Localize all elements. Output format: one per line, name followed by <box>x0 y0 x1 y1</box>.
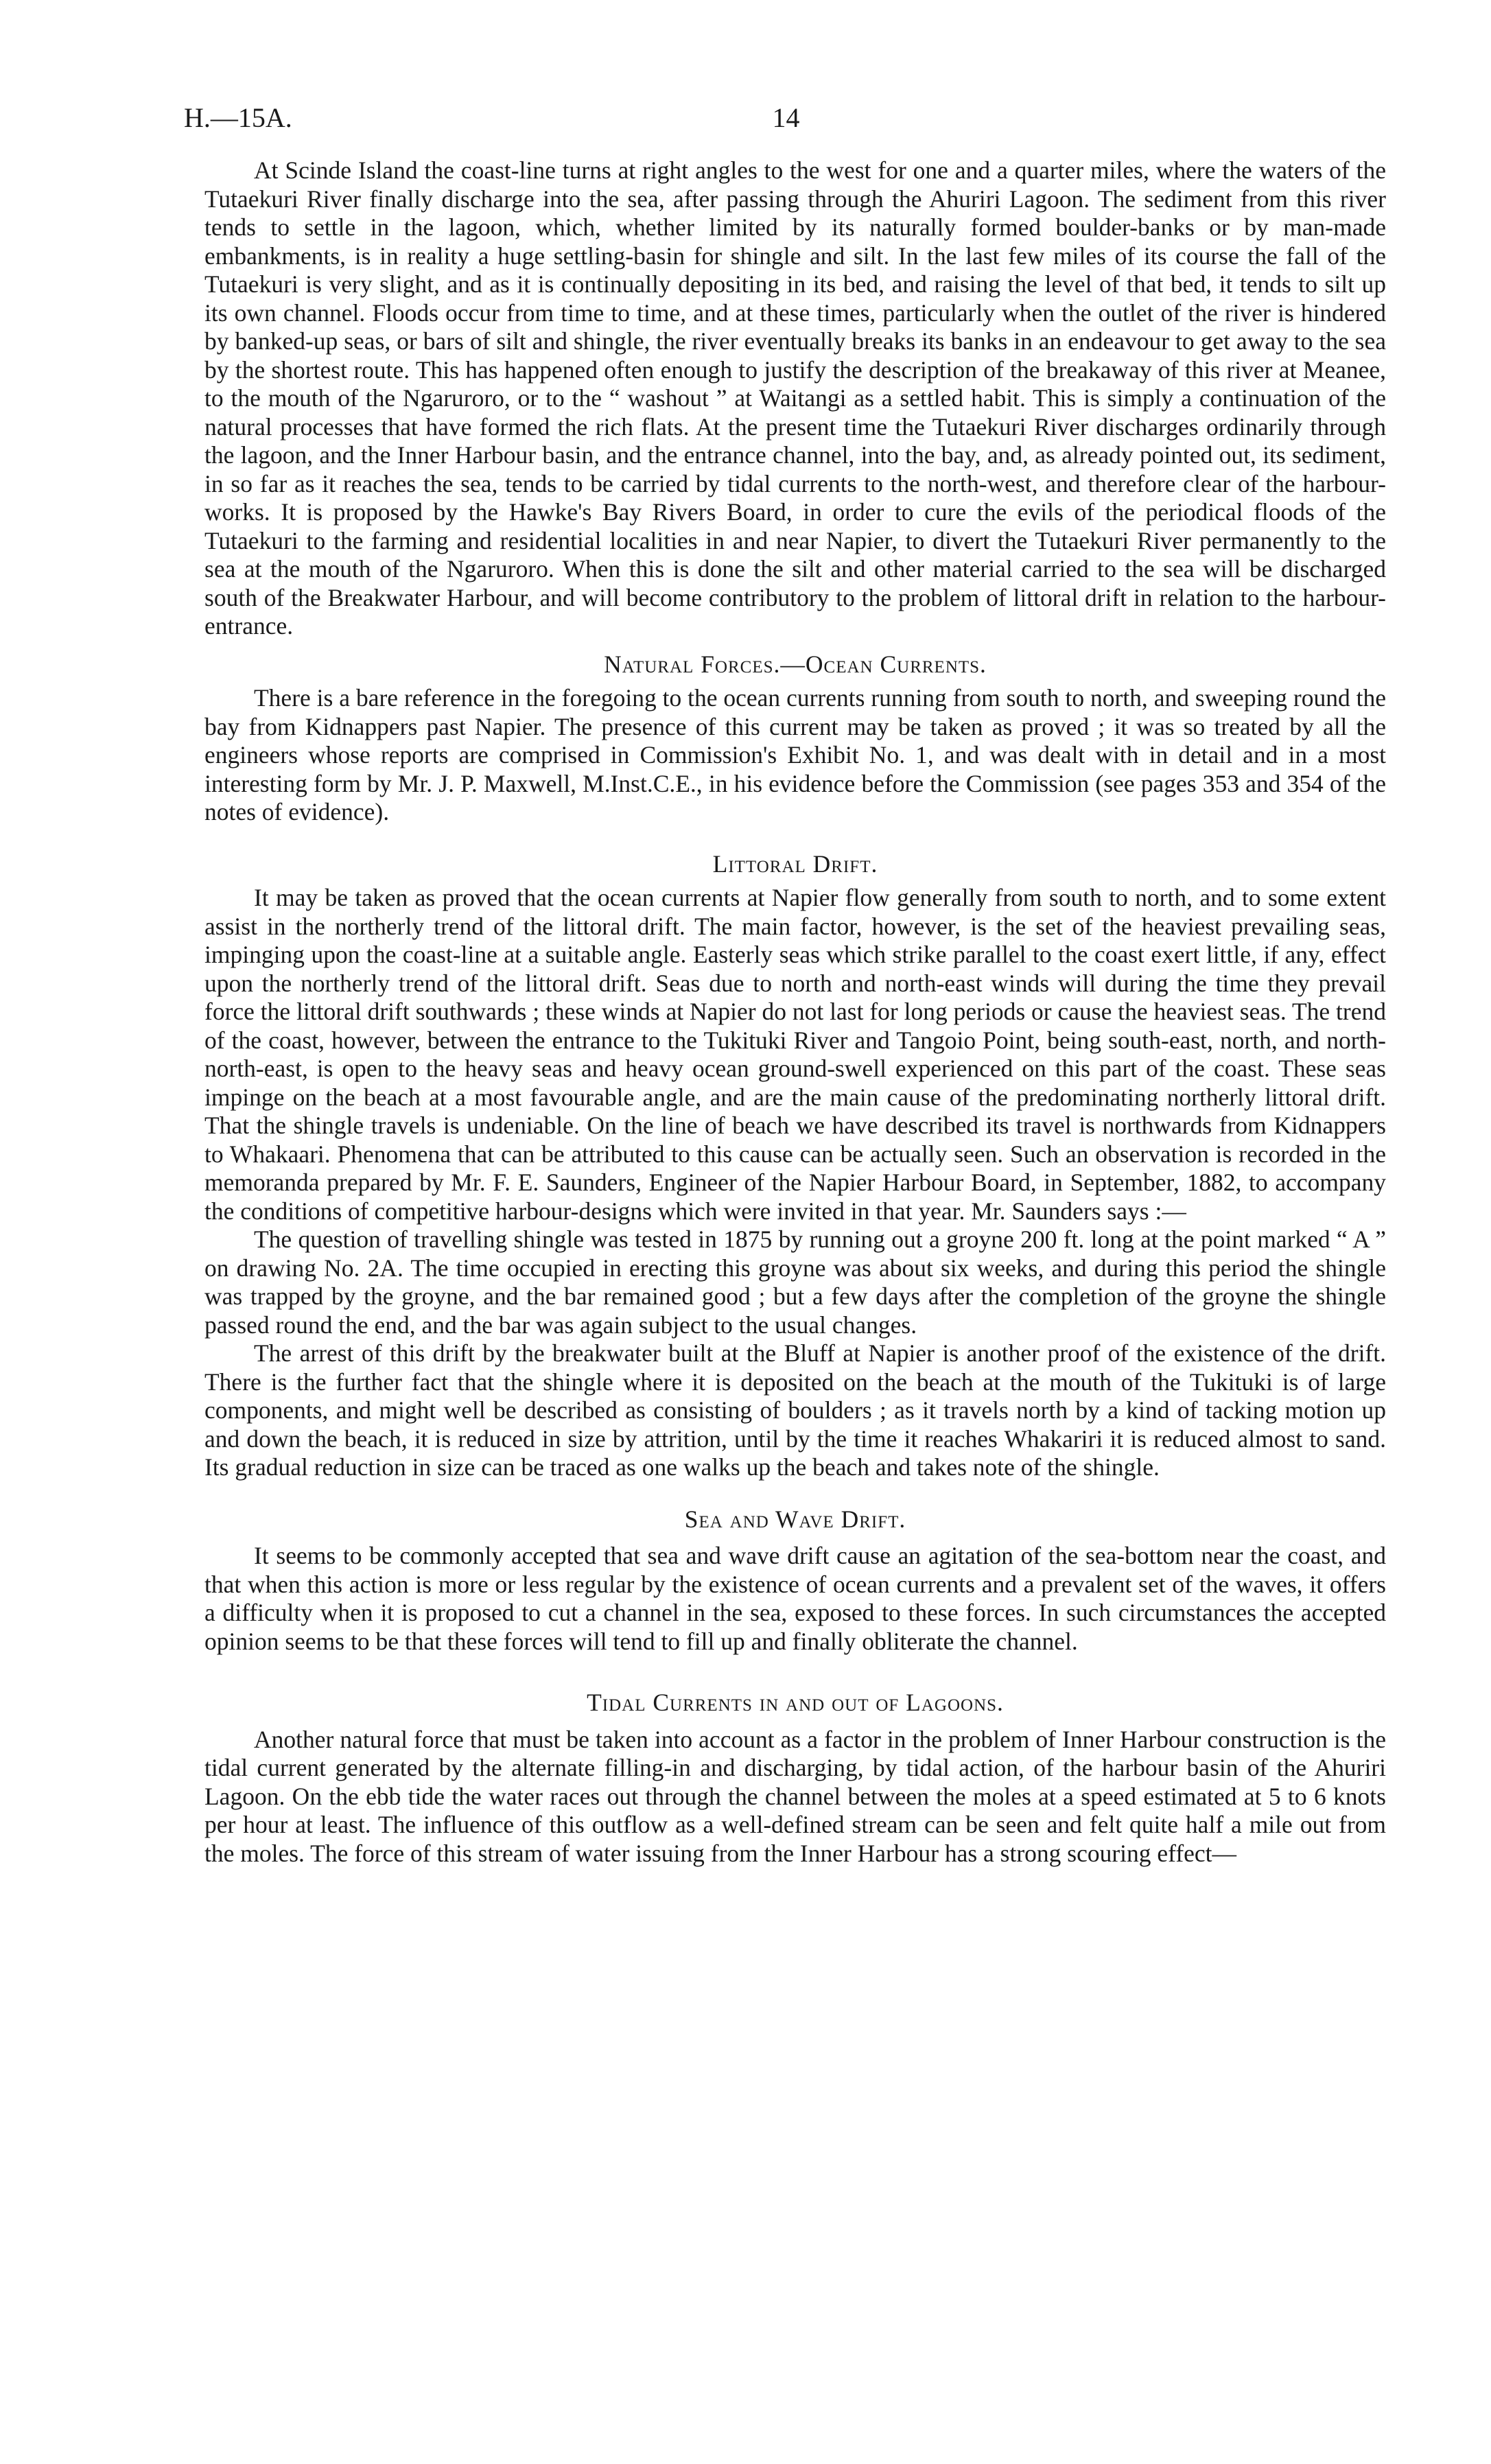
paragraph-tidal-currents: Another natural force that must be taken into account as a factor in the problem of Inner Harbour construction is the tidal current generated by the alternate filling-in and discharging, by tidal action, of the harbour basin of the Ahuriri Lagoon. On the ebb tide the water races out through the channel between the moles at a speed estimated at 5 to 6 knots per hour at least. The influence of this outflow as a well-defined stream can be seen and felt quite half a mile out from the moles. The force of this stream of water issuing from the Inner Harbour has a strong scouring effect— <box>204 1725 1386 1867</box>
page-number: 14 <box>772 102 800 133</box>
page-header <box>184 102 1388 143</box>
paragraph-sea-wave-drift: It seems to be commonly accepted that sea and wave drift cause an agitation of the sea-bottom near the coast, and that when this action is more or less regular by the existence of ocean currents and a prevalent set of the waves, it offers a difficulty when it is proposed to cut a channel in the sea, exposed to these forces. In such circumstances the accepted opinion seems to be that these forces will tend to fill up and finally obliterate the channel. <box>204 1542 1386 1655</box>
paragraph-littoral-drift: It may be taken as proved that the ocean currents at Napier flow generally from south to north, and to some extent assist in the northerly trend of the littoral drift. The main factor, however, is the set of the heaviest prevailing seas, impinging upon the coast-line at a suitable angle. Easterly seas which strike parallel to the coast exert little, if any, effect upon the northerly trend of the littoral drift. Seas due to north and north-east winds will during the time they prevail force the littoral drift southwards ; these winds at Napier do not last for long periods or cause the heaviest seas. The trend of the coast, however, between the entrance to the Tukituki River and Tangoio Point, being south-east, north, and north-north-east, is open to the heavy seas and heavy ocean ground-swell experienced on this part of the coast. These seas impinge on the beach at a most favourable angle, and are the main cause of the predominating northerly littoral drift. That the shingle travels is undeniable. On the line of beach we have described its travel is northwards from Kidnappers to Whakaari. Phenomena that can be attributed to this cause can be actually seen. Such an observation is recorded in the memoranda prepared by Mr. F. E. Saunders, Engineer of the Napier Harbour Board, in September, 1882, to accompany the conditions of competitive harbour-designs which were invited in that year. Mr. Saunders says :— <box>204 884 1386 1225</box>
heading-natural-forces: Natural Forces.—Ocean Currents. <box>604 650 987 678</box>
paragraph-groyne-quote: The question of travelling shingle was tested in 1875 by running out a groyne 200 ft. long at the point marked “ A ” on drawing No. 2A. The time occupied in erecting this groyne was about six weeks, and during this period the shingle was trapped by the groyne, and the bar remained good ; but a few days after the completion of the groyne the shingle passed round the end, and the bar was again subject to the usual changes. <box>204 1225 1386 1339</box>
heading-littoral-drift: Littoral Drift. <box>712 849 878 878</box>
paragraph-ocean-currents: There is a bare reference in the foregoing to the ocean currents running from south to north, and sweeping round the bay from Kidnappers past Napier. The presence of this current may be taken as proved ; it was so treated by all the engineers whose reports are comprised in Commission's Exhibit No. 1, and was dealt with in detail and in a most interesting form by Mr. J. P. Maxwell, M.Inst.C.E., in his evidence before the Commission (see pages 353 and 354 of the notes of evidence). <box>204 684 1386 825</box>
page-body <box>204 156 1386 1868</box>
heading-sea-wave-drift: Sea and Wave Drift. <box>684 1505 906 1533</box>
heading-tidal-currents: Tidal Currents in and out of Lagoons. <box>587 1689 1004 1716</box>
paragraph-scinde-island: At Scinde Island the coast-line turns at right angles to the west for one and a quarter miles, where the waters of the Tutaekuri River finally discharge into the sea, after passing through the Ahuriri Lagoon. The sediment from this river tends to settle in the lagoon, which, whether limited by its naturally formed boulder-banks or by man-made embankments, is in reality a huge settling-basin for shingle and silt. In the last few miles of its course the fall of the Tutaekuri is very slight, and as it is continually depositing in its bed, and raising the level of that bed, it tends to silt up its own channel. Floods occur from time to time, and at these times, particularly when the outlet of the river is hindered by banked-up seas, or bars of silt and shingle, the river eventually breaks its banks in an endeavour to get away to the sea by the shortest route. This has happened often enough to justify the description of the breakaway of this river at Meanee, to the mouth of the Ngaruroro, or to the “ washout ” at Waitangi as a settled habit. This is simply a continuation of the natural processes that have formed the rich flats. At the present time the Tutaekuri River discharges ordinarily through the lagoon, and the Inner Harbour basin, and the entrance channel, into the bay, and, as already pointed out, its sediment, in so far as it reaches the sea, tends to be carried by tidal currents to the north-west, and therefore clear of the harbour-works. It is proposed by the Hawke's Bay Rivers Board, in order to cure the evils of the periodical floods of the Tutaekuri to the farming and residential localities in and near Napier, to divert the Tutaekuri River permanently to the sea at the mouth of the Ngaruroro. When this is done the silt and other material carried to the sea will be discharged south of the Breakwater Harbour, and will become contributory to the problem of littoral drift in relation to the harbour-entrance. <box>204 156 1386 640</box>
paragraph-drift-arrest: The arrest of this drift by the breakwater built at the Bluff at Napier is another proof of the existence of the drift. There is the further fact that the shingle where it is deposited on the beach at the mouth of the Tukituki is of large components, and might well be described as consisting of boulders ; as it travels north by a kind of tacking motion up and down the beach, it is reduced in size by attrition, until by the time it reaches Whakariri it is reduced almost to sand. Its gradual reduction in size can be traced as one walks up the beach and takes note of the shingle. <box>204 1339 1386 1481</box>
document-code: H.—15A. <box>184 102 292 133</box>
